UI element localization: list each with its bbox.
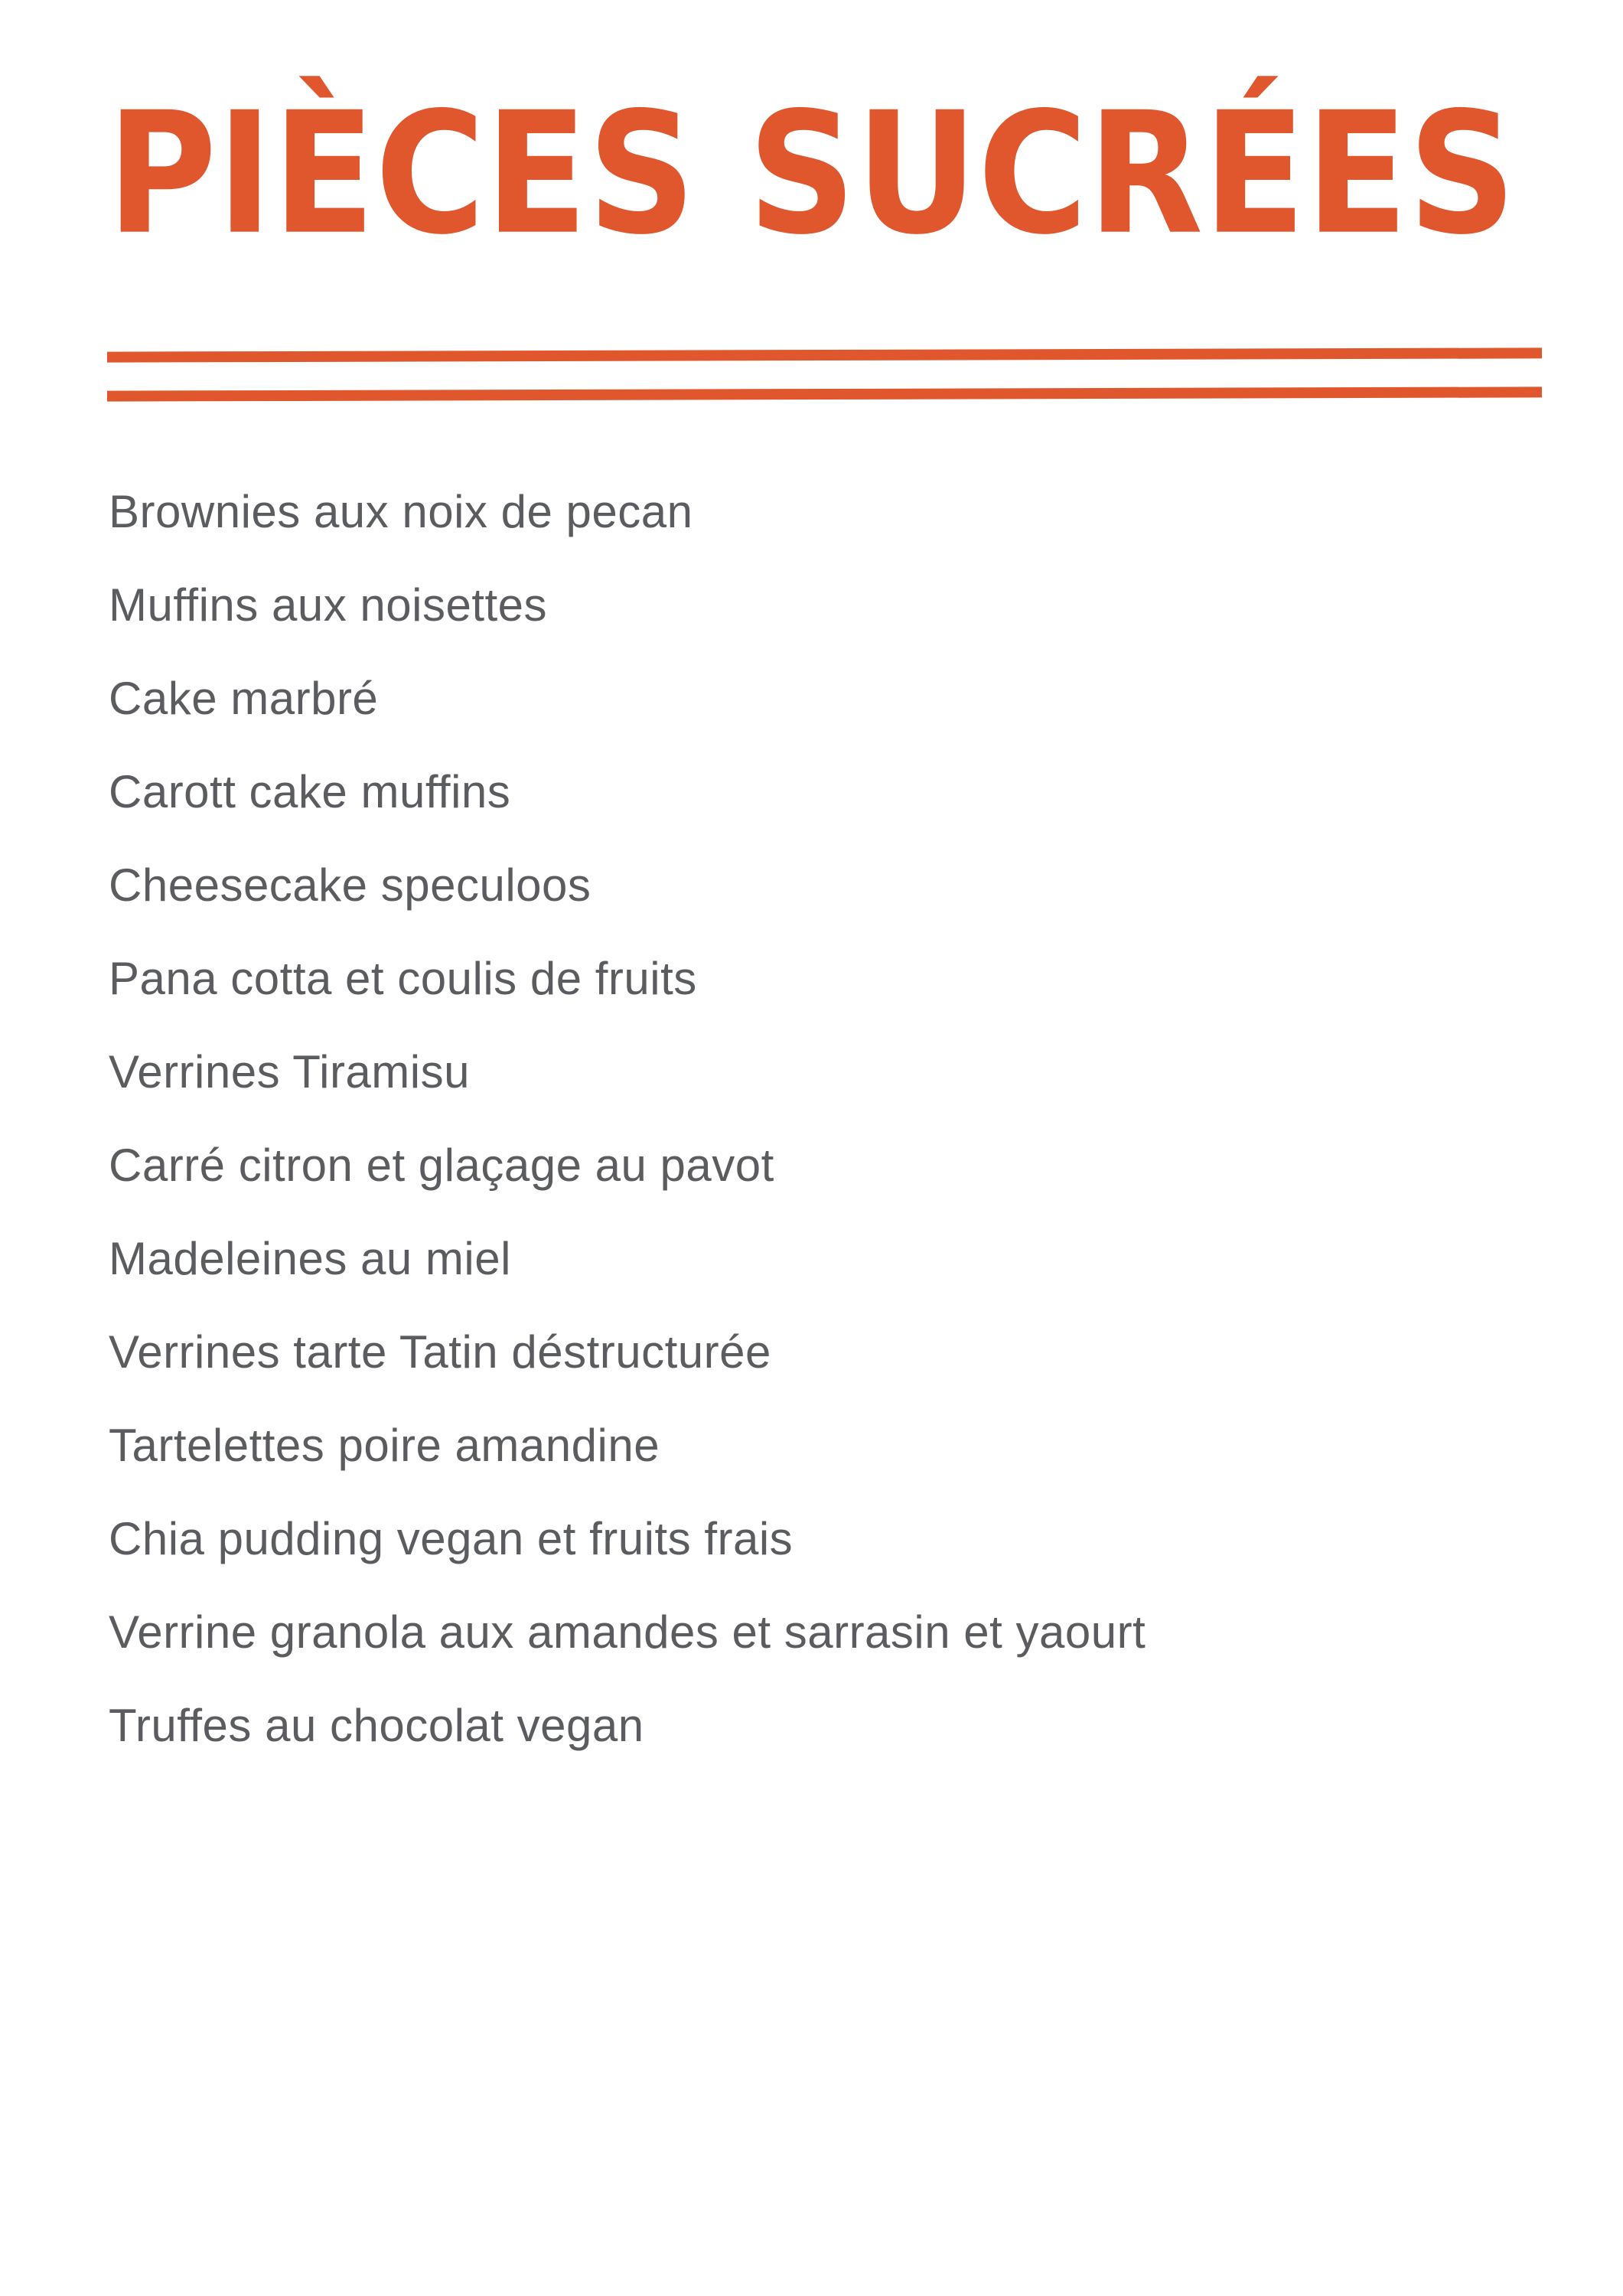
menu-item: Verrines Tiramisu xyxy=(109,1046,470,1097)
menu-item: Chia pudding vegan et fruits frais xyxy=(109,1513,794,1564)
menu-item: Muffins aux noisettes xyxy=(109,579,548,631)
menu-item: Carré citron et glaçage au pavot xyxy=(109,1140,774,1191)
menu-item: Cheesecake speculoos xyxy=(109,859,592,911)
page-title: PIÈCES SUCRÉES xyxy=(106,77,1517,272)
menu-item: Cake marbré xyxy=(109,673,379,724)
menu-item: Madeleines au miel xyxy=(109,1233,511,1284)
menu-item: Verrines tarte Tatin déstructurée xyxy=(109,1326,771,1378)
menu-item: Carott cake muffins xyxy=(109,766,511,817)
divider-line-bottom xyxy=(107,386,1542,401)
menu-item: Tartelettes poire amandine xyxy=(109,1420,660,1471)
menu-item: Brownies aux noix de pecan xyxy=(109,486,693,537)
divider-line-top xyxy=(107,347,1542,362)
menu-list xyxy=(109,465,1146,1773)
menu-item: Verrine granola aux amandes et sarrasin et yaourt xyxy=(109,1606,1146,1658)
divider xyxy=(107,348,1542,402)
menu-item: Truffes au chocolat vegan xyxy=(109,1700,644,1751)
menu-item: Pana cotta et coulis de fruits xyxy=(109,953,697,1004)
